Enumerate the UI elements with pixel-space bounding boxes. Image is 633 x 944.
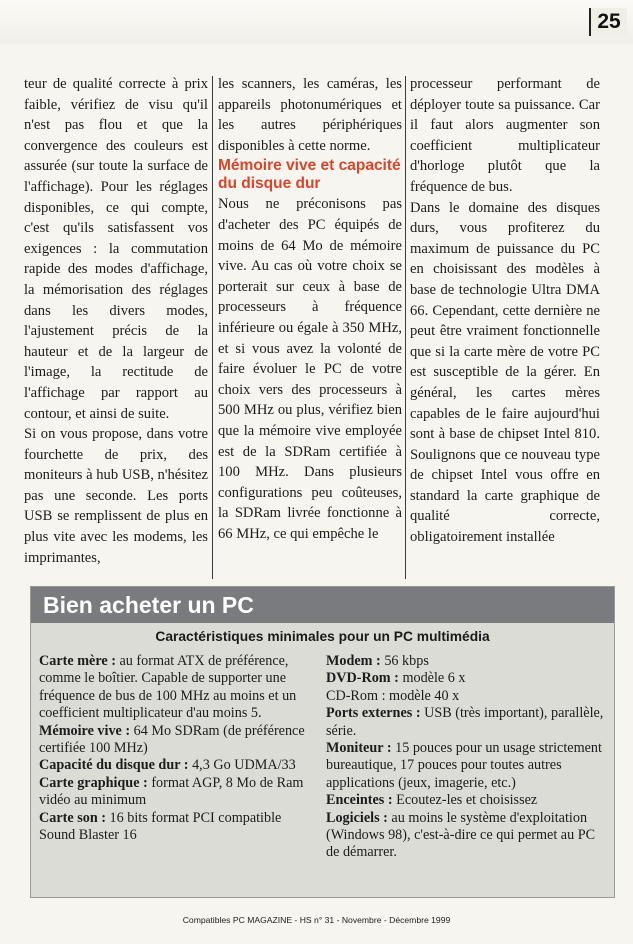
- paragraph: les scanners, les caméras, les appareils photonumériques et les autres périphériques disponibles à cette norme.: [218, 76, 402, 154]
- spec-desc: 56 kbps: [384, 653, 429, 669]
- spec-term: Modem :: [326, 653, 381, 669]
- spec-item: [326, 688, 604, 705]
- article-column-3: [410, 74, 600, 579]
- spec-item: [326, 792, 604, 809]
- spec-term: Carte son :: [39, 809, 106, 826]
- sidebar-box: [30, 586, 615, 898]
- spec-desc: modèle 6 x: [402, 670, 466, 687]
- paragraph: processeur performant de déployer toute sa puissance. Car il faut alors augmenter son coefficient multiplicateur d'horloge plutôt que la fréquence de bus.: [410, 76, 600, 195]
- spec-desc: au format ATX de préférence, comme le boîtier. Capable de supporter une fréquence de bus de 100 MHz au moins et un coefficient multiplicateur d'au moins 5.: [39, 653, 297, 722]
- spec-list-right: [326, 653, 604, 862]
- spec-desc: 16 bits format PCI compatible Sound Blaster 16: [39, 809, 282, 844]
- spec-item: [326, 740, 604, 792]
- spec-desc: 64 Mo SDRam (de préférence certifiée 100 MHz): [39, 722, 305, 757]
- spec-item: [326, 810, 604, 862]
- spec-desc: format AGP, 8 Mo de Ram vidéo au minimum: [39, 774, 304, 809]
- page-footer: Compatibles PC MAGAZINE - HS n° 31 - Novembre - Décembre 1999: [182, 915, 451, 925]
- spec-term: Carte graphique :: [39, 774, 148, 791]
- spec-item: [39, 723, 307, 758]
- article-column-1: [24, 74, 208, 579]
- page-header-band: [0, 0, 633, 44]
- spec-desc: Ecoutez-les et choisissez: [396, 792, 538, 809]
- spec-desc: 15 pouces pour un usage strictement bureautique, 17 pouces pour toutes autres applications (jeux, imagerie, etc.): [326, 740, 602, 791]
- column-divider: [405, 76, 406, 579]
- paragraph: Nous ne préconisons pas d'acheter des PC équipés de moins de 64 Mo de mémoire vive. Au cas où votre choix se porterait sur ceux à base de processeurs à fréquence inférieure ou égale à 350 MHz, et si vous avez la volonté de faire évoluer le PC de votre choix vers des processeurs à 500 MHz ou plus, vérifiez bien que la mémoire vive employée est de la SDRam certifiée à 100 MHz. Dans plusieurs configurations peu coûteuses, la SDRam livrée fonctionne à 66 MHz, ce qui empêche le: [218, 196, 402, 542]
- spec-term: Capacité du disque dur :: [39, 757, 189, 774]
- page-number: 25: [589, 8, 627, 36]
- paragraph: teur de qualité correcte à prix faible, vérifiez de visu qu'il n'est pas flou et que la convergence des couleurs est assurée (sur toute la surface de l'affichage). Pour les réglages disponibles, ce qui compte, c'est qu'ils satisfassent vos exigences : la commutation rapide des modes d'affichage, la mémorisation des réglages dans les divers modes, l'ajustement précis de la hauteur et de la largeur de l'image, la rectitude de l'affichage par rapport au contour, et ainsi de suite.: [24, 76, 208, 422]
- spec-item: [326, 705, 604, 740]
- spec-list-left: [39, 653, 307, 844]
- spec-desc: CD-Rom : modèle 40 x: [326, 687, 460, 704]
- spec-item: [39, 757, 307, 774]
- paragraph: Si on vous propose, dans votre fourchette de prix, des moniteurs à hub USB, n'hésitez pas une seconde. Les ports USB se remplissent de plus en plus vite avec les modems, les imprimantes,: [24, 426, 208, 566]
- paragraph: Dans le domaine des disques durs, vous profiterez du maximum de puissance du PC en choisissant des modèles à base de technologie Ultra DMA 66. Cependant, cette dernière ne peut être vraiment fonctionnelle que si la carte mère de votre PC est susceptible de la gérer. En général, les cartes mères capables de le faire aujourd'hui sont à base de chipset Intel 810. Soulignons que ce nouveau type de chipset Intel vous offre en standard la carte graphique de qualité correcte, obligatoirement installée: [410, 199, 600, 546]
- spec-desc: USB (très important), parallèle, série.: [326, 705, 604, 739]
- box-title: Bien acheter un PC: [31, 587, 614, 623]
- spec-term: Enceintes :: [326, 792, 393, 809]
- column-divider: [212, 76, 213, 579]
- spec-term: Moniteur :: [326, 740, 392, 757]
- spec-item: [326, 670, 604, 687]
- spec-item: [39, 653, 307, 723]
- box-subtitle: Caractéristiques minimales pour un PC multimédia: [155, 629, 490, 644]
- spec-item: [39, 810, 307, 845]
- spec-term: Logiciels :: [326, 809, 388, 826]
- spec-term: Mémoire vive :: [39, 722, 131, 739]
- article-column-2: [218, 74, 402, 579]
- spec-item: [326, 653, 604, 670]
- spec-desc: au moins le système d'exploitation (Windows 98), c'est-à-dire ce qui permet au PC de démarrer.: [326, 809, 596, 861]
- spec-desc: 4,3 Go UDMA/33: [192, 757, 296, 774]
- spec-term: Ports externes :: [326, 705, 421, 722]
- section-heading: Mémoire vive et capacité du disque dur: [218, 157, 401, 193]
- spec-item: [39, 775, 307, 810]
- spec-term: DVD-Rom :: [326, 670, 399, 687]
- spec-term: Carte mère :: [39, 653, 116, 669]
